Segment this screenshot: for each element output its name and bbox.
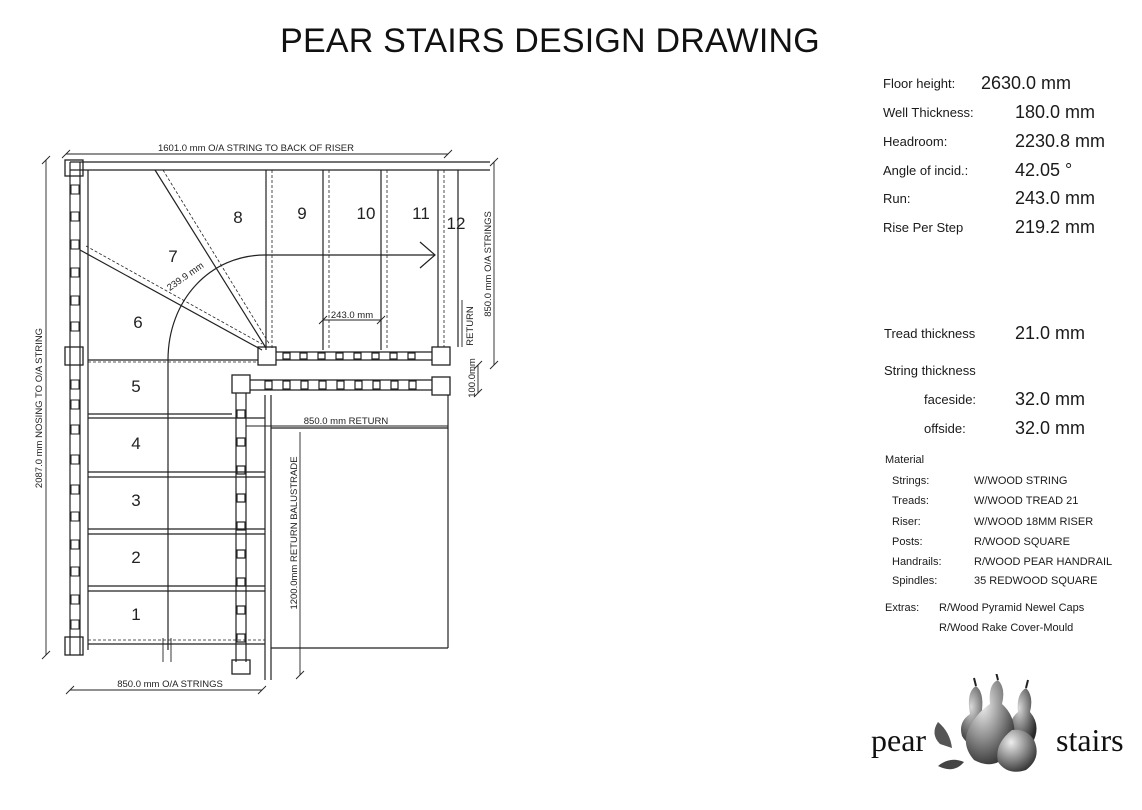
material-label: Handrails: — [892, 556, 942, 568]
logo-word-left: pear — [871, 722, 927, 758]
extras-item: R/Wood Rake Cover-Mould — [939, 622, 1074, 634]
left-spindles — [71, 185, 79, 629]
material-value: W/WOOD 18MM RISER — [974, 516, 1094, 528]
spec-value: 2630.0 mm — [981, 73, 1072, 93]
spec-value: 219.2 mm — [1015, 217, 1096, 237]
dim-run-label: 243.0 mm — [330, 310, 374, 321]
step-number: 12 — [446, 214, 466, 233]
top-string — [70, 162, 490, 170]
dim-right-label: 850.0 mm O/A STRINGS — [483, 211, 494, 317]
step-number: 7 — [168, 247, 178, 266]
material-value: W/WOOD STRING — [974, 475, 1068, 487]
tread-thickness-value: 21.0 mm — [1015, 323, 1086, 343]
step-number: 11 — [412, 204, 430, 223]
spec-label: Headroom: — [883, 134, 948, 149]
material-label: Posts: — [892, 536, 923, 548]
faceside-label: faceside: — [924, 392, 977, 407]
spec-label: Run: — [883, 191, 911, 206]
dim-radius-label: 239.9 mm — [165, 260, 207, 294]
return-balustrade — [236, 393, 271, 680]
logo-word-right: stairs — [1056, 722, 1124, 758]
step-number: 10 — [356, 204, 376, 223]
spec-label: Well Thickness: — [883, 105, 974, 120]
step-number: 4 — [131, 434, 141, 453]
newel-posts — [65, 160, 450, 674]
spec-label: Floor height: — [883, 76, 956, 91]
landing-balustrade — [250, 352, 432, 390]
step-number: 8 — [233, 208, 243, 227]
material-value: R/WOOD PEAR HANDRAIL — [974, 556, 1113, 568]
string-thickness-label: String thickness — [884, 363, 976, 378]
spec-label: Rise Per Step — [883, 220, 964, 235]
tread-thickness-label: Tread thickness — [884, 326, 976, 341]
material-value: 35 REDWOOD SQUARE — [974, 575, 1098, 587]
material-label: Riser: — [892, 516, 921, 528]
dim-balustrade-label: 1200.0mm RETURN BALUSTRADE — [289, 456, 300, 610]
step-number: 5 — [131, 377, 141, 396]
walk-line — [168, 242, 435, 650]
offside-label: offside: — [924, 421, 966, 436]
spec-value: 42.05 ° — [1015, 160, 1073, 180]
step-number: 1 — [131, 605, 141, 624]
dim-return-label: RETURN — [465, 306, 476, 346]
dim-left-label: 2087.0 mm NOSING TO O/A STRING — [34, 327, 45, 489]
material-value: W/WOOD TREAD 21 — [974, 495, 1079, 507]
material-label: Spindles: — [892, 575, 938, 587]
dim-100-label: 100.0mm — [467, 358, 478, 398]
material-label: Strings: — [892, 475, 930, 487]
step-number: 2 — [131, 548, 141, 567]
extras-item: R/Wood Pyramid Newel Caps — [939, 602, 1085, 614]
step-number: 6 — [133, 313, 143, 332]
dim-return-h-label: 850.0 mm RETURN — [303, 416, 389, 427]
dim-top-label: 1601.0 mm O/A STRING TO BACK OF RISER — [157, 143, 355, 154]
extras-label: Extras: — [885, 602, 920, 614]
dimension-lines — [42, 150, 498, 694]
spec-value: 180.0 mm — [1015, 102, 1096, 122]
pear-icon — [930, 674, 1060, 778]
page-title: PEAR STAIRS DESIGN DRAWING — [280, 22, 820, 60]
material-value: R/WOOD SQUARE — [974, 536, 1070, 548]
dim-bottom-label: 850.0 mm O/A STRINGS — [117, 679, 223, 690]
material-label: Treads: — [892, 495, 929, 507]
spec-label: Angle of incid.: — [883, 163, 969, 178]
offside-value: 32.0 mm — [1015, 418, 1086, 438]
spec-value: 2230.8 mm — [1015, 131, 1106, 151]
faceside-value: 32.0 mm — [1015, 389, 1086, 409]
step-number: 3 — [131, 491, 141, 510]
spec-value: 243.0 mm — [1015, 188, 1096, 208]
material-heading: Material — [885, 454, 925, 466]
step-number: 9 — [297, 204, 307, 223]
